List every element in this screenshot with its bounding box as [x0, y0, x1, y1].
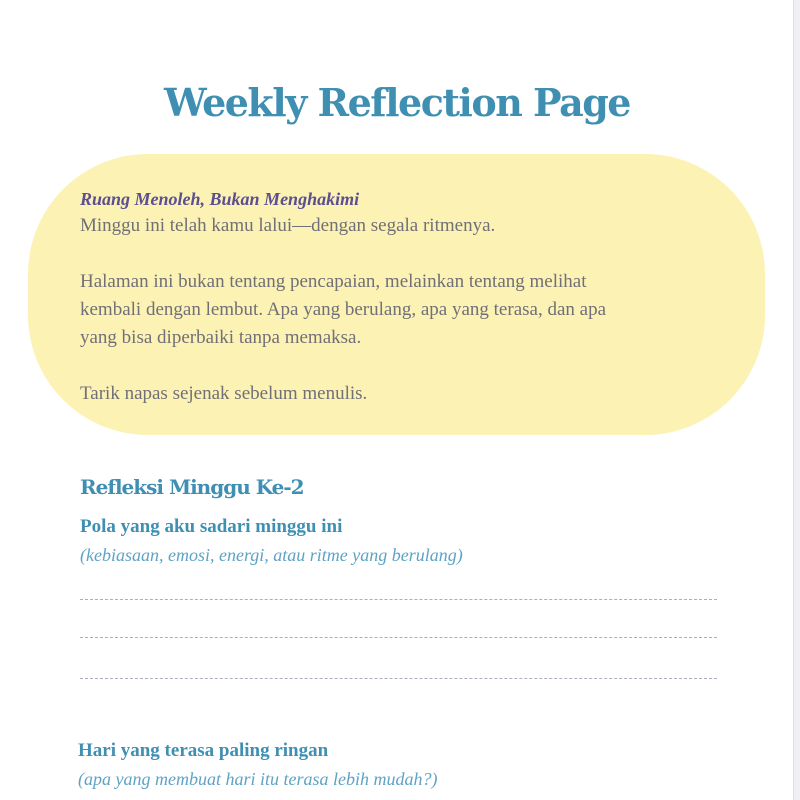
page-edge [793, 0, 800, 800]
question-2-label: Hari yang terasa paling ringan [78, 740, 329, 761]
section-title: Refleksi Minggu Ke-2 [80, 475, 304, 499]
answer-line-1[interactable] [80, 599, 717, 600]
question-1-hint: (kebiasaan, emosi, energi, atau ritme yang berulang) [80, 545, 463, 565]
intro-para-2-line-2: kembali dengan lembut. Apa yang berulang, apa yang terasa, dan apa [80, 299, 606, 320]
intro-para-2-line-1: Halaman ini bukan tentang pencapaian, melainkan tentang melihat [80, 271, 587, 292]
intro-line-1: Minggu ini telah kamu lalui—dengan segala ritmenya. [80, 215, 496, 236]
intro-heading: Ruang Menoleh, Bukan Menghakimi [80, 189, 360, 209]
answer-line-2[interactable] [80, 637, 717, 638]
intro-para-2-line-3: yang bisa diperbaiki tanpa memaksa. [80, 327, 362, 348]
paragraph-gap [80, 240, 725, 268]
page-title: Weekly Reflection Page [164, 80, 630, 125]
paragraph-gap [80, 352, 725, 380]
question-1-label: Pola yang aku sadari minggu ini [80, 516, 343, 537]
answer-line-3[interactable] [80, 678, 717, 679]
intro-box [28, 154, 765, 435]
intro-line-3: Tarik napas sejenak sebelum menulis. [80, 383, 368, 404]
question-2-hint: (apa yang membuat hari itu terasa lebih mudah?) [78, 769, 438, 789]
